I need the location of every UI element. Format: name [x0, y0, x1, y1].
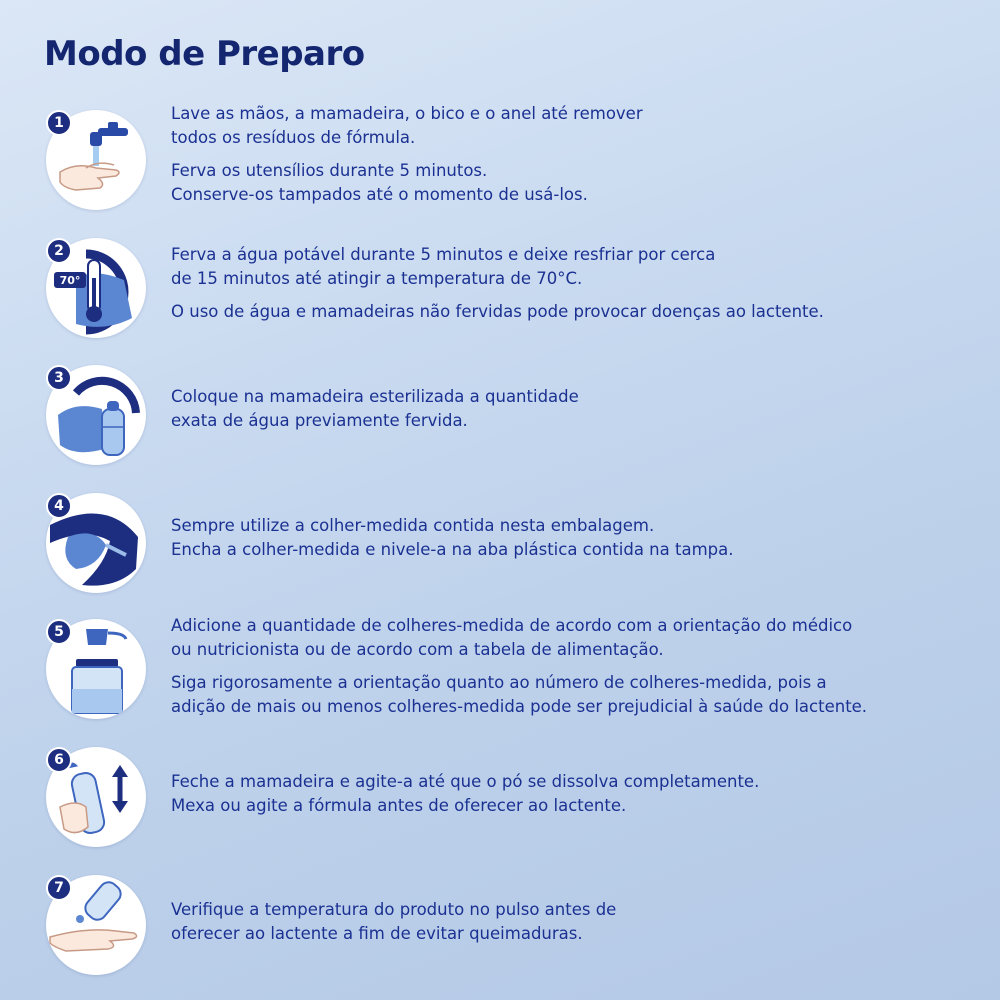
step-text-line: Ferva a água potável durante 5 minutos e deixe resfriar por cerca — [171, 245, 716, 264]
step-2-text — [171, 243, 971, 333]
step-text-line: Mexa ou agite a fórmula antes de oferecer ao lactente. — [171, 796, 627, 815]
step-text-line: ou nutricionista ou de acordo com a tabela de alimentação. — [171, 640, 664, 659]
step-1-icon-wrap — [46, 110, 146, 210]
step-text-line: Encha a colher-medida e nivele-a na aba plástica contida na tampa. — [171, 540, 734, 559]
step-text-line: oferecer ao lactente a fim de evitar queimaduras. — [171, 924, 583, 943]
step-text-line: Verifique a temperatura do produto no pulso antes de — [171, 900, 617, 919]
step-text-line: Coloque na mamadeira esterilizada a quantidade — [171, 387, 579, 406]
step-text-line: Siga rigorosamente a orientação quanto ao número de colheres-medida, pois a — [171, 673, 827, 692]
step-paragraph — [171, 898, 971, 946]
step-number-badge: 6 — [46, 747, 72, 773]
step-text-line: exata de água previamente fervida. — [171, 411, 468, 430]
step-number-badge: 1 — [46, 110, 72, 136]
step-text-line: Conserve-os tampados até o momento de usá-los. — [171, 185, 588, 204]
step-number-badge: 7 — [46, 875, 72, 901]
step-3-text — [171, 385, 971, 442]
page-title: Modo de Preparo — [44, 34, 365, 74]
step-text-line: adição de mais ou menos colheres-medida pode ser prejudicial à saúde do lactente. — [171, 697, 868, 716]
step-paragraph — [171, 385, 971, 433]
step-4-text — [171, 514, 971, 571]
step-text-line: Lave as mãos, a mamadeira, o bico e o anel até remover — [171, 104, 643, 123]
step-text-line: O uso de água e mamadeiras não fervidas pode provocar doenças ao lactente. — [171, 302, 824, 321]
step-paragraph — [171, 514, 971, 562]
step-1-text — [171, 102, 971, 216]
step-text-line: todos os resíduos de fórmula. — [171, 128, 416, 147]
step-text-line: Feche a mamadeira e agite-a até que o pó se dissolva completamente. — [171, 772, 760, 791]
step-paragraph — [171, 300, 971, 324]
step-paragraph — [171, 102, 971, 150]
step-number-badge: 5 — [46, 619, 72, 645]
step-paragraph — [171, 243, 971, 291]
step-7-text — [171, 898, 971, 955]
step-5-text — [171, 614, 971, 728]
thermometer-label: 70° — [59, 274, 81, 287]
step-text-line: Sempre utilize a colher-medida contida nesta embalagem. — [171, 516, 655, 535]
step-paragraph — [171, 614, 971, 662]
step-7-icon-wrap — [46, 875, 146, 975]
step-text-line: de 15 minutos até atingir a temperatura de 70°C. — [171, 269, 583, 288]
step-number-badge: 3 — [46, 365, 72, 391]
step-paragraph — [171, 770, 971, 818]
step-6-text — [171, 770, 971, 827]
step-paragraph — [171, 159, 971, 207]
step-paragraph — [171, 671, 971, 719]
step-text-line: Ferva os utensílios durante 5 minutos. — [171, 161, 488, 180]
step-6-icon-wrap — [46, 747, 146, 847]
step-5-icon-wrap — [46, 619, 146, 719]
step-number-badge: 4 — [46, 493, 72, 519]
step-text-line: Adicione a quantidade de colheres-medida de acordo com a orientação do médico — [171, 616, 853, 635]
step-number-badge: 2 — [46, 238, 72, 264]
step-2-icon-wrap — [46, 238, 146, 338]
step-4-icon-wrap — [46, 493, 146, 593]
step-3-icon-wrap — [46, 365, 146, 465]
